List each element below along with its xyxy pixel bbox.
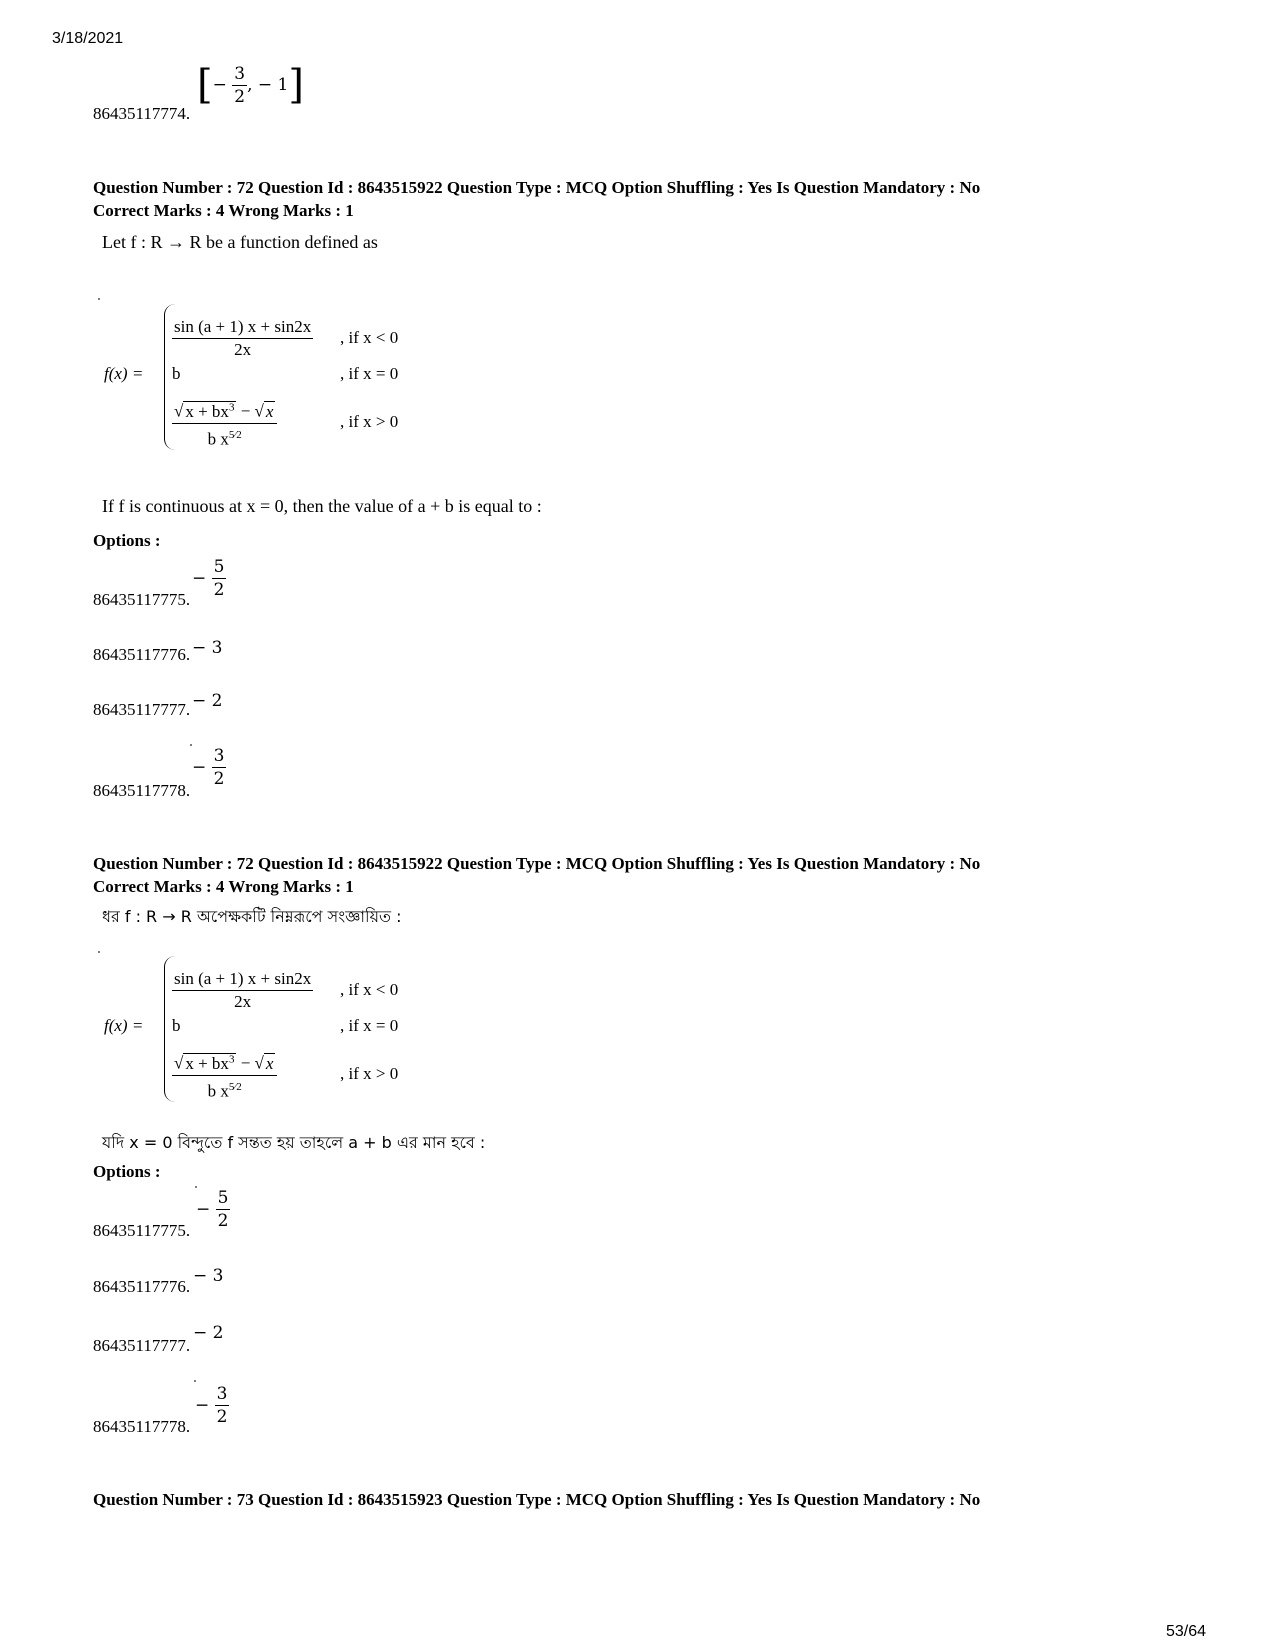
case-1-numerator: sin (a + 1) x + sin2x [172,968,313,991]
option-value: − $\frac{5}{2}$ [192,557,225,600]
option-id: 86435117776. [93,645,191,664]
option-value: − $\frac{3}{2}$ [192,746,225,789]
option-id: 86435117777. [93,1336,191,1355]
options-label: Options : [93,1162,161,1181]
case-3: $\frac{√ x + bx^3 - √ x}{b x^{5⁄2}}$ [172,396,277,450]
option-value: − 3 [193,1266,224,1286]
case-2-condition: , if x = 0 [340,1016,399,1035]
dot [194,1380,196,1382]
question-text: If f is continuous at x = 0, then the value of a + b is equal to : [102,496,542,516]
option-id: 86435117778. [93,1417,191,1436]
option-id: 86435117776. [93,1277,191,1296]
question-text: যদি x = 0 বিন্দুতে f সন্তত হয় তাহলে a + b এর মান হবে : [102,1133,486,1152]
dot [98,951,100,953]
function-label: f(x) = [104,1016,144,1035]
question-intro: ধর f : R → R অপেক্ষকটি নিম্নরূপে সংজ্ঞায়িত : [102,907,402,926]
case-1-condition: , if x < 0 [340,328,399,347]
case-1 [172,968,313,1013]
question-intro: Let f : R → R be a function defined as [102,232,378,252]
dot [98,298,100,300]
case-2-condition: , if x = 0 [340,364,399,383]
case-2-value: b [172,1016,181,1035]
case-1-numerator: sin (a + 1) x + sin2x [172,316,313,339]
option-id: 86435117775. [93,590,191,609]
case-3-condition: , if x > 0 [340,412,399,431]
question-header: Question Number : 72 Question Id : 8643515922 Question Type : MCQ Option Shuffling : Yes Is Question Mandatory : No [93,178,981,197]
print-date: 3/18/2021 [52,30,124,47]
question-header: Question Number : 73 Question Id : 8643515923 Question Type : MCQ Option Shuffling : Yes Is Question Mandatory : No [93,1490,981,1509]
option-value: − $\frac{5}{2}$ [196,1188,229,1231]
case-1 [172,316,313,361]
option-id: 86435117774. [93,104,191,123]
option-value: − 3 [192,638,223,658]
case-2-value: b [172,364,181,383]
option-id: 86435117777. [93,700,191,719]
page-number: 53/64 [1166,1623,1207,1640]
marks-line: Correct Marks : 4 Wrong Marks : 1 [93,201,354,220]
option-interval: [− $\frac{3}{2}$ , − 1] [197,62,304,108]
question-header: Question Number : 72 Question Id : 8643515922 Question Type : MCQ Option Shuffling : Yes Is Question Mandatory : No [93,854,981,873]
options-label: Options : [93,531,161,550]
option-value: − $\frac{3}{2}$ [195,1384,228,1427]
case-1-condition: , if x < 0 [340,980,399,999]
case-1-denominator: 2x [234,992,252,1011]
option-id: 86435117775. [93,1221,191,1240]
case-1-denominator: 2x [234,340,252,359]
option-value: − 2 [193,1323,224,1343]
case-3: $\frac{√ x + bx^3 - √ x}{b x^{5⁄2}}$ [172,1048,277,1102]
function-label: f(x) = [104,364,144,383]
marks-line: Correct Marks : 4 Wrong Marks : 1 [93,877,354,896]
option-id: 86435117778. [93,781,191,800]
option-value: − 2 [192,691,223,711]
case-3-condition: , if x > 0 [340,1064,399,1083]
